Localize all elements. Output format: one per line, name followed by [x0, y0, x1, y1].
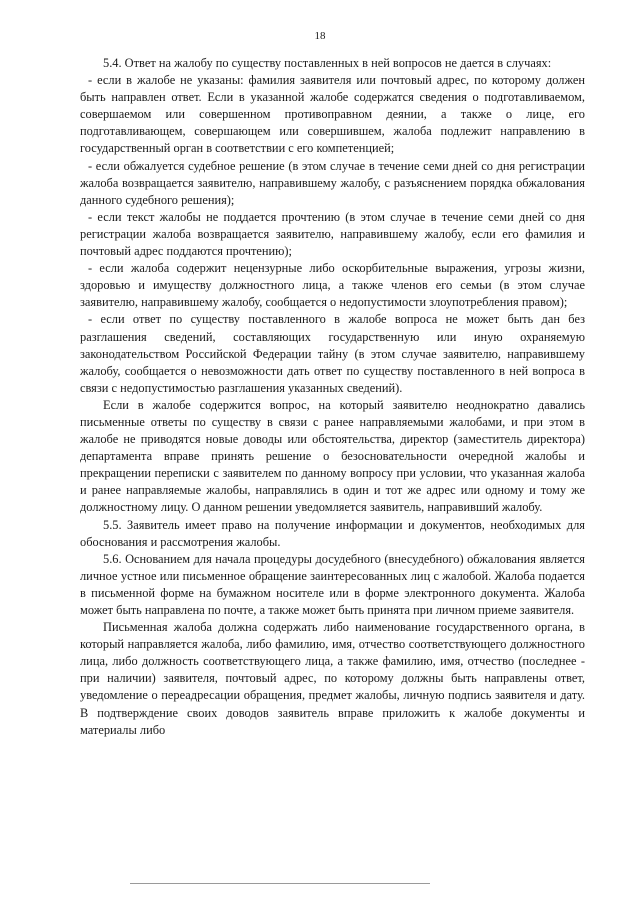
- paragraph-written-complaint: Письменная жалоба должна содержать либо наименование государственного органа, в который направляется жалоба, либо фамилию, имя, отчество соответствующего должностного лица, либо должность соответствующего лица, а также фамилию, имя, отчество (последнее - при наличии) заявителя, почтовый адрес, по которому должны быть направлены ответ, уведомление о переадресации обращения, предмет жалобы, личную подпись заявителя и дату. В подтверждение своих доводов заявитель вправе приложить к жалобе документы и материалы либо: [80, 620, 585, 737]
- case-offensive-language: - если жалоба содержит нецензурные либо оскорбительные выражения, угрозы жизни, здоровью и имуществу должностного лица, а также членов его семьи (в этом случае заявителю, направившему жалобу, сообщается о недопустимости злоупотребления правом);: [80, 261, 585, 310]
- page-number: 18: [314, 30, 326, 42]
- case-state-secret: - если ответ по существу поставленного в жалобе вопроса не может быть дан без разглашения сведений, составляющих государственную или иную охраняемую законодательством Российской Федерации тайну (в этом случае заявителю, направившему жалобу, сообщается о невозможности дать ответ по существу поставленного в ней вопроса в связи с недопустимостью разглашения указанных сведений).: [80, 312, 585, 395]
- paragraph-5-5: 5.5. Заявитель имеет право на получение информации и документов, необходимых для обоснования и рассмотрения жалобы.: [80, 517, 585, 549]
- paragraph-5-4: 5.4. Ответ на жалобу по существу поставленных в ней вопросов не дается в случаях:: [103, 56, 552, 70]
- case-no-address: - если в жалобе не указаны: фамилия заявителя или почтовый адрес, по которому должен быть направлен ответ. Если в указанной жалобе содержатся сведения о подготавливаемом, совершаемом или совершенном противоправном деянии, а также о лице, его подготавливающем, совершающем или совершившем, жалоба подлежит направлению в государственный орган в соответствии с его компетенцией;: [80, 73, 585, 156]
- case-court-decision: - если обжалуется судебное решение (в этом случае в течение семи дней со дня регистрации жалоба возвращается заявителю, направившему жалобу, с разъяснением порядка обжалования данного судебного решения);: [80, 158, 585, 207]
- document-body: [80, 55, 585, 739]
- paragraph-repeated-complaint: Если в жалобе содержится вопрос, на который заявителю неоднократно давались письменные ответы по существу в связи с ранее направляемыми жалобами, и при этом в жалобе не приводятся новые доводы или обстоятельства, директор (заместитель директора) департамента вправе принять решение о безосновательности очередной жалобы и прекращении переписки с заявителем по данному вопросу при условии, что указанная жалоба и ранее направляемые жалобы, направлялись в один и тот же адрес или одному и тому же должностному лицу. О данном решении уведомляется заявитель, направивший жалобу.: [80, 397, 585, 515]
- footer-divider: [130, 883, 430, 884]
- paragraph-5-6: 5.6. Основанием для начала процедуры досудебного (внесудебного) обжалования является личное устное или письменное обращение заинтересованных лиц с жалобой. Жалоба подается в письменной форме на бумажном носителе или в форме электронного документа. Жалоба может быть направлена по почте, а также может быть принята при личном приеме заявителя.: [80, 551, 585, 617]
- case-unreadable-text: - если текст жалобы не поддается прочтению (в этом случае в течение семи дней со дня регистрации жалоба возвращается заявителю, направившему жалобу, если его фамилия и почтовый адрес поддаются прочтению);: [80, 209, 585, 259]
